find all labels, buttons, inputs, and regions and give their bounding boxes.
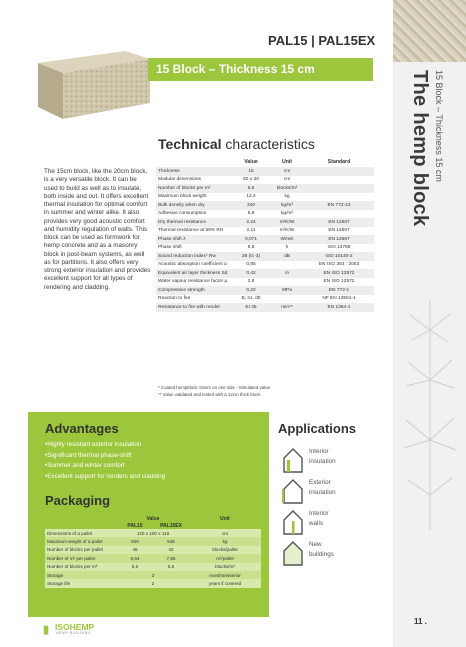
packaging-header-unit: Unit <box>220 515 230 522</box>
hemp-plant-illustration <box>400 300 460 530</box>
tech-header-unit: Unit <box>281 159 293 165</box>
packaging-pal15-cell: 5,5 <box>117 563 153 571</box>
tech-standard-cell: EN 772-13 <box>304 201 374 210</box>
tech-value-cell: 0,071 <box>232 235 270 244</box>
advantage-item: • Significant thermal phase-shift <box>45 451 165 462</box>
packaging-label-cell: Maximum weight of a pallet <box>45 537 117 545</box>
tech-value-cell: 12,4 <box>246 194 256 200</box>
tech-unit-cell: cm <box>283 177 291 183</box>
tech-row <box>156 286 374 295</box>
packaging-unit-cell: blocks/pallet <box>189 546 261 554</box>
packaging-label-cell: Number of m² per pallet <box>45 554 117 562</box>
tech-value-cell: 38 (0;-3) <box>232 252 270 261</box>
packaging-label-cell: Number of blocks per pallet <box>45 546 117 554</box>
tech-label-cell: Thickness <box>156 167 232 176</box>
tech-standard-cell: ISO 13786 <box>327 245 351 251</box>
packaging-pal15-cell: 600 <box>117 537 153 545</box>
tech-standard-cell: EN ISO 12572 <box>304 269 374 278</box>
tech-label-cell: Phase shift <box>158 245 182 251</box>
product-banner-text: 15 Block – Thickness 15 cm <box>156 62 315 76</box>
isohemp-logo <box>43 622 113 636</box>
packaging-row <box>45 537 261 545</box>
tech-unit-cell: kg <box>284 194 290 200</box>
packaging-unit-cell: blocks/m² <box>189 563 261 571</box>
packaging-pal15ex-cell: 546 <box>153 537 189 545</box>
tech-row <box>156 244 374 253</box>
tech-row <box>156 295 374 304</box>
tech-label-cell: Sound reduction index* Rw <box>156 252 232 261</box>
tech-header-value: Value <box>244 159 258 165</box>
side-title <box>408 70 444 310</box>
packaging-header-row <box>45 515 261 522</box>
tech-unit-cell: blocks/m² <box>270 184 304 193</box>
packaging-pal15ex-cell: 5,5 <box>153 563 189 571</box>
tech-value-cell: 2,24 <box>232 218 270 227</box>
hemp-block-image <box>30 45 155 123</box>
intro-paragraph: The 15cm block, like the 20cm block, is a very versatile block. It can be used to build as well as to insulate, both inside and out. It offers excellent thermal insulation for optimal comfort in summer and winter alike. It also provides very good acoustic comfort and humidity regulation of walls. This block can be used as formwork for hemp concrete and as a masonry block in post-beam systems, as well as for partitions. It also offers very strong exterior insulation and provides excellent support for all types of rendering and cladding. <box>44 168 151 291</box>
tech-standard-cell <box>304 176 374 185</box>
tech-row <box>156 184 374 193</box>
tech-unit-cell: m²K/W <box>279 228 295 234</box>
product-banner <box>148 58 373 81</box>
packaging-pal15-cell: 8,64 <box>117 554 153 562</box>
application-exterior-insulation <box>282 478 372 508</box>
tech-unit-cell <box>270 261 304 270</box>
tech-table-header <box>156 157 374 167</box>
tech-value-cell: 15 <box>232 167 270 176</box>
tech-standard-cell <box>304 193 374 202</box>
packaging-row <box>45 554 261 562</box>
hemp-texture-photo <box>393 0 466 62</box>
tech-value-cell: 2,8 <box>247 279 255 285</box>
house-icon <box>282 509 304 535</box>
packaging-row <box>45 571 261 579</box>
tech-row <box>156 210 374 219</box>
packaging-table <box>45 515 261 588</box>
tech-unit-cell <box>270 278 304 287</box>
application-label: Interior insulation <box>309 448 336 465</box>
tech-label-cell: Acoustic absorption coefficient α <box>158 262 227 268</box>
tech-label-cell: Resistance to fire with render <box>156 303 232 312</box>
tech-standard-cell: EN 772-1 <box>304 286 374 295</box>
packaging-pal15-cell: 2 <box>117 579 189 587</box>
tech-label-cell: Maximum block weight <box>158 194 207 200</box>
tech-row <box>156 252 374 261</box>
tech-value-cell: 0,85 <box>246 262 256 268</box>
house-icon <box>282 540 304 566</box>
packaging-pal15-cell: 3 <box>117 571 189 579</box>
applications-title: Applications <box>278 421 357 436</box>
packaging-header-pal15ex: PAL15EX <box>160 522 182 529</box>
tech-standard-cell: NF EN 13501-1 <box>322 296 356 302</box>
tech-title-rest: characteristics <box>221 136 315 152</box>
tech-row <box>156 269 374 278</box>
tech-standard-cell <box>304 210 374 219</box>
application-new-buildings <box>282 540 372 570</box>
tech-standard-cell: EN 12667 <box>304 218 374 227</box>
tech-unit-cell: h <box>285 245 289 251</box>
packaging-subheader-row <box>45 522 261 529</box>
tech-unit-cell <box>270 295 304 304</box>
tech-label-cell: Equivalent air layer thickness Sd <box>156 269 232 278</box>
footnote-2: ** Value validated and tested with a 12cm thick block <box>158 392 261 397</box>
packaging-unit-cell: m²/pallet <box>189 554 261 562</box>
packaging-pal15-cell: 120 x 100 x 119 <box>117 529 189 537</box>
tech-value-cell: 5,5 <box>232 184 270 193</box>
application-label: Exterior insulation <box>309 479 336 496</box>
tech-row <box>156 201 374 210</box>
packaging-label-cell: Number of blocks per m² <box>45 563 117 571</box>
advantage-item: • Highly resistant exterior insulation <box>45 440 165 451</box>
tech-unit-cell: kg/m² <box>281 211 293 217</box>
tech-header-standard: Standard <box>327 159 351 165</box>
advantages-title: Advantages <box>45 421 119 436</box>
tech-value-cell: B, s1, d0 <box>241 296 261 302</box>
logo-tagline: HEMP BUILDING <box>56 631 92 635</box>
tech-value-cell: 2,11 <box>246 228 256 234</box>
packaging-label-cell: Storage life <box>45 579 117 587</box>
tech-unit-cell: m <box>270 269 304 278</box>
tech-value-cell: 340 <box>232 201 270 210</box>
tech-standard-cell: ISO 10140-2 <box>304 252 374 261</box>
tech-row <box>156 261 374 270</box>
packaging-unit-cell: months/exterior <box>189 571 261 579</box>
tech-standard-cell <box>304 184 374 193</box>
tech-unit-cell: kg/m³ <box>270 201 304 210</box>
packaging-unit-cell: kg <box>189 537 261 545</box>
packaging-label-cell: Storage <box>45 571 117 579</box>
tech-row <box>156 193 374 202</box>
packaging-header-value: Value <box>146 515 160 522</box>
tech-label-cell: Modular dimensions <box>158 177 201 183</box>
side-title-sub: 15 Block – Thickness 15 cm <box>434 70 444 182</box>
side-title-main: The hemp block <box>409 70 431 227</box>
tech-row <box>156 218 374 227</box>
tech-value-cell: 0,22 <box>232 286 270 295</box>
tech-unit-cell: W/mK <box>270 235 304 244</box>
tech-standard-cell <box>304 167 374 176</box>
packaging-title: Packaging <box>45 493 111 508</box>
tech-label-cell: Water vapour resistance factor μ <box>158 279 228 285</box>
tech-standard-cell: EN ISO 12572 <box>323 279 355 285</box>
application-interior-insulation <box>282 447 372 477</box>
application-label: New buildings <box>309 541 334 558</box>
packaging-row <box>45 579 261 587</box>
product-code: PAL15 | PAL15EX <box>268 33 376 48</box>
tech-standard-cell: EN 1364-1 <box>304 303 374 312</box>
tech-title-bold: Technical <box>158 136 222 152</box>
logo-name: ISOHEMP <box>55 622 95 632</box>
tech-standard-cell: EN 12667 <box>304 235 374 244</box>
packaging-unit-cell: cm <box>189 529 261 537</box>
house-icon <box>282 478 304 504</box>
tech-row <box>156 235 374 244</box>
tech-header-label <box>156 157 232 167</box>
application-interior-walls <box>282 509 372 539</box>
tech-label-cell: Dry thermal resistance <box>156 218 232 227</box>
advantage-item: • Excellent support for renders and cladding <box>45 472 165 483</box>
packaging-header-pal15: PAL15 <box>127 522 143 529</box>
tech-value-cell: 5,8 <box>247 211 255 217</box>
tech-row <box>156 167 374 176</box>
packaging-row <box>45 529 261 537</box>
page-number: 11 . <box>414 617 427 626</box>
tech-unit-cell: m²K/W <box>270 218 304 227</box>
tech-row <box>156 227 374 236</box>
tech-unit-cell: MPa <box>270 286 304 295</box>
tech-unit-cell: cm <box>270 167 304 176</box>
tech-standard-cell: EN ISO 354 : 2003 <box>318 262 360 268</box>
packaging-unit-cell: years if covered <box>189 579 261 587</box>
tech-unit-cell: min** <box>270 303 304 312</box>
tech-table <box>156 157 374 312</box>
tech-row <box>156 303 374 312</box>
tech-label-cell: Number of blocks per m² <box>156 184 232 193</box>
tech-standard-cell: EN 12667 <box>328 228 350 234</box>
tech-label-cell: Reaction to fire <box>158 296 191 302</box>
logo-mark-icon: ▮ <box>43 624 50 636</box>
tech-label-cell: Thermal resistance at 50% RH <box>158 228 224 234</box>
tech-section-title <box>158 136 315 152</box>
house-icon <box>282 447 304 473</box>
application-label: Interior walls <box>309 510 329 527</box>
tech-value-cell: 0,42 <box>232 269 270 278</box>
footnote-1: * Coated hempblock 15mm on one side - Simulated value <box>158 385 271 390</box>
tech-value-cell: 60 x 30 <box>243 177 259 183</box>
packaging-pal15-cell: 48 <box>117 546 153 554</box>
advantages-list <box>45 440 165 482</box>
packaging-pal15ex-cell: 7,56 <box>153 554 189 562</box>
packaging-row <box>45 546 261 554</box>
tech-row <box>156 176 374 185</box>
tech-label-cell: Adhesive consumption <box>158 211 207 217</box>
advantage-item: • Summer and winter comfort <box>45 461 165 472</box>
tech-row <box>156 278 374 287</box>
packaging-row <box>45 563 261 571</box>
tech-label-cell: Compressive strength <box>156 286 232 295</box>
packaging-label-cell: Dimensions of a pallet <box>45 529 117 537</box>
tech-label-cell: Phase shift λ <box>156 235 232 244</box>
tech-unit-cell: dB <box>270 252 304 261</box>
packaging-pal15ex-cell: 42 <box>153 546 189 554</box>
tech-label-cell: Bulk density when dry <box>156 201 232 210</box>
tech-value-cell: EI 45 <box>232 303 270 312</box>
tech-value-cell: 9,8 <box>247 245 255 251</box>
